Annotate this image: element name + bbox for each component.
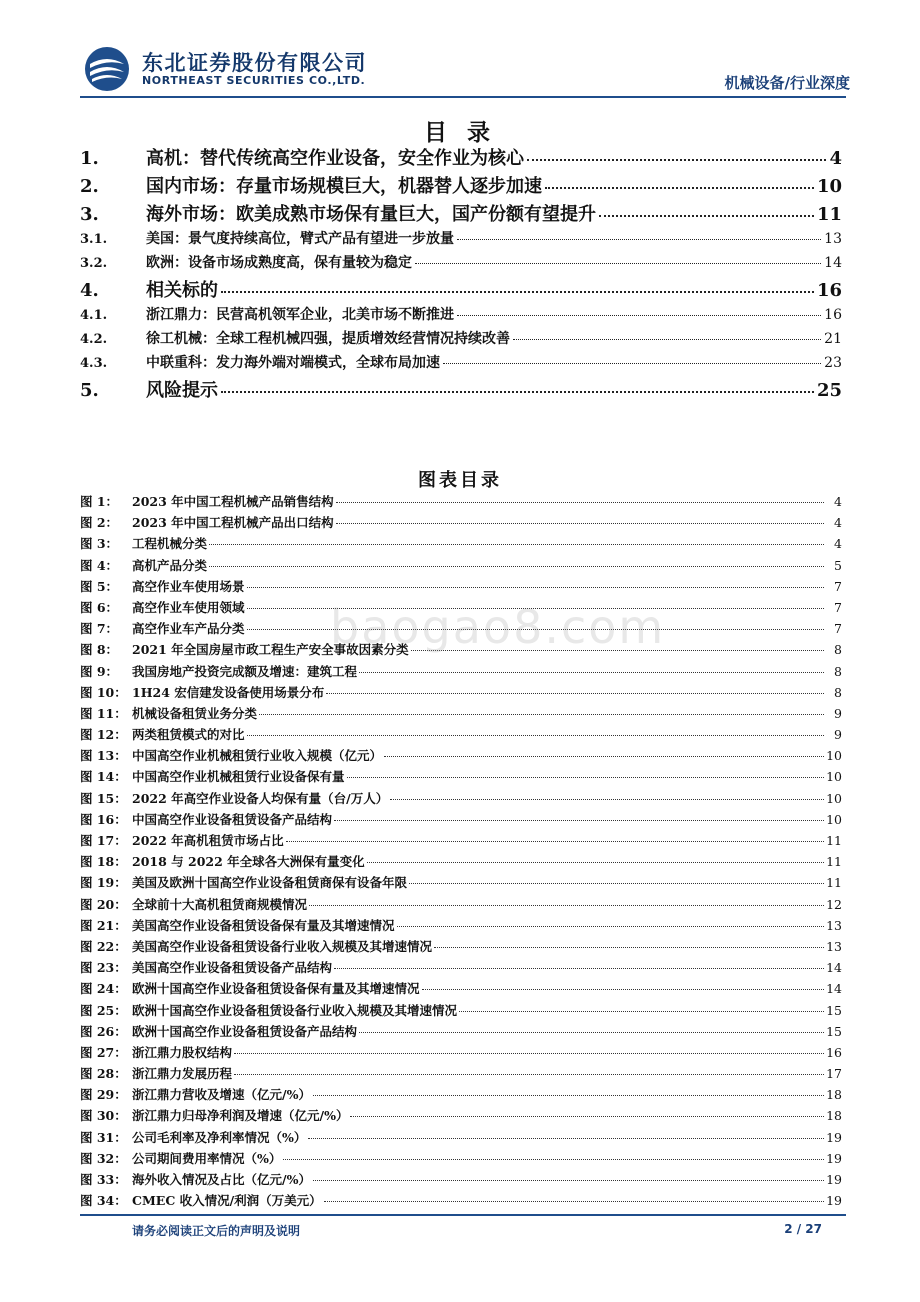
figure-entry-page: 8 <box>834 663 842 679</box>
figure-entry-text: 美国高空作业设备租赁设备保有量及其增速情况 <box>132 917 395 933</box>
figure-entry-text: 欧洲十国高空作业设备租赁设备保有量及其增速情况 <box>132 981 420 997</box>
figure-entry[interactable] <box>80 1191 842 1212</box>
table-of-contents <box>80 144 842 404</box>
figure-entry-number: 图 30： <box>80 1108 127 1124</box>
figure-entry-leader <box>209 544 824 545</box>
figure-entry[interactable] <box>80 852 842 873</box>
figure-entry[interactable] <box>80 1022 842 1043</box>
watermark: baogao8.com <box>330 600 666 654</box>
figure-entry-number: 图 31： <box>80 1129 127 1145</box>
figure-entry-page: 10 <box>826 748 842 764</box>
toc-entry[interactable] <box>80 352 842 376</box>
toc-entry[interactable] <box>80 144 842 172</box>
toc-entry-leader <box>599 215 814 217</box>
figure-entry-number: 图 19： <box>80 875 127 891</box>
figure-entry[interactable] <box>80 513 842 534</box>
figure-entry-leader <box>336 523 824 524</box>
figure-entry-text: 2021 年全国房屋市政工程生产安全事故因素分类 <box>132 642 409 658</box>
figure-entry-number: 图 29： <box>80 1087 127 1103</box>
figure-entry-text: 我国房地产投资完成额及增速：建筑工程 <box>132 663 358 679</box>
figure-entry-leader <box>308 1138 824 1139</box>
figure-entry[interactable] <box>80 979 842 1000</box>
toc-entry-number: 3.2. <box>80 256 108 271</box>
figure-entry-page: 10 <box>826 811 842 827</box>
figure-entry-page: 13 <box>826 938 842 954</box>
toc-entry-page: 10 <box>816 176 842 197</box>
figure-entry[interactable] <box>80 1128 842 1149</box>
figure-entry-text: 机械设备租赁业务分类 <box>132 705 258 721</box>
figure-entry[interactable] <box>80 937 842 958</box>
figure-entry[interactable] <box>80 662 842 683</box>
toc-entry[interactable] <box>80 252 842 276</box>
figure-entry-page: 11 <box>826 833 842 848</box>
toc-entry-text: 高机：替代传统高空作业设备，安全作业为核心 <box>146 148 524 169</box>
figure-entry[interactable] <box>80 1106 842 1127</box>
figure-entry[interactable] <box>80 789 842 810</box>
figure-entry-text: 2023 年中国工程机械产品出口结构 <box>132 515 334 531</box>
toc-title: 目 录 <box>423 119 496 146</box>
figure-entry[interactable] <box>80 831 842 852</box>
toc-entry-text: 风险提示 <box>146 380 218 401</box>
figure-entry-number: 图 4： <box>80 557 119 573</box>
figure-entry-leader <box>359 672 824 673</box>
figure-entry-text: 浙江鼎力发展历程 <box>132 1066 233 1082</box>
toc-entry-number: 2. <box>80 176 99 197</box>
figure-entry-leader <box>324 1201 824 1202</box>
figure-entry-leader <box>286 841 824 842</box>
figure-entry-text: 美国高空作业设备租赁设备行业收入规模及其增速情况 <box>132 938 433 954</box>
figure-entry-text: 美国及欧洲十国高空作业设备租赁商保有设备年限 <box>132 875 408 891</box>
figure-entry-page: 10 <box>826 790 842 806</box>
figure-entry-page: 9 <box>834 705 842 721</box>
figure-entry-page: 8 <box>834 684 842 700</box>
figure-entry[interactable] <box>80 916 842 937</box>
figure-entry-text: 全球前十大高机租赁商规模情况 <box>132 896 308 912</box>
figure-entry-leader <box>350 1116 824 1117</box>
toc-entry-number: 1. <box>80 148 99 169</box>
toc-entry[interactable] <box>80 328 842 352</box>
figure-entry-text: 浙江鼎力归母净利润及增速（亿元/%） <box>132 1108 349 1124</box>
toc-entry-leader <box>415 263 821 264</box>
figure-entry-number: 图 28： <box>80 1066 127 1082</box>
toc-entry[interactable] <box>80 200 842 228</box>
figure-entry-number: 图 2： <box>80 515 119 531</box>
figure-entry-page: 16 <box>826 1044 842 1060</box>
figure-entry-leader <box>347 777 824 778</box>
toc-entry[interactable] <box>80 276 842 304</box>
figure-entry-text: 中国高空作业设备租赁设备产品结构 <box>132 811 333 827</box>
figure-entry-page: 19 <box>826 1172 842 1187</box>
figure-entry[interactable] <box>80 683 842 704</box>
page-indicator: 2 / 27 <box>784 1222 822 1236</box>
toc-entry-text: 中联重科：发力海外端对端模式，全球布局加速 <box>146 355 440 371</box>
figure-entry-number: 图 23： <box>80 960 127 976</box>
figure-entry-leader <box>283 1159 824 1160</box>
toc-entry-leader <box>457 315 821 316</box>
figure-list-title: 图表目录 <box>418 470 502 491</box>
figure-entry-page: 9 <box>834 727 842 743</box>
figure-entry-number: 图 16： <box>80 811 127 827</box>
toc-entry-page: 4 <box>829 148 842 169</box>
figure-entry-text: 高空作业车使用场景 <box>132 578 245 594</box>
toc-entry-leader <box>545 187 814 189</box>
figure-entry-text: 中国高空作业机械租赁行业设备保有量 <box>132 769 345 785</box>
figure-entry-number: 图 8： <box>80 642 119 658</box>
figure-entry-text: 公司毛利率及净利率情况（%） <box>132 1129 307 1145</box>
figure-entry-page: 19 <box>826 1193 842 1209</box>
figure-entry[interactable] <box>80 1170 842 1191</box>
figure-entry-page: 10 <box>826 769 842 785</box>
figure-entry-text: 欧洲十国高空作业设备租赁设备产品结构 <box>132 1023 358 1039</box>
figure-entry-number: 图 20： <box>80 896 127 912</box>
company-name-cn: 东北证券股份有限公司 <box>142 51 367 75</box>
figure-entry-page: 8 <box>834 642 842 658</box>
figure-entry-leader <box>326 693 824 694</box>
figure-entry-number: 图 33： <box>80 1172 127 1187</box>
toc-entry-leader <box>457 239 821 240</box>
toc-entry-page: 13 <box>824 231 842 247</box>
figure-entry-number: 图 27： <box>80 1044 127 1060</box>
figure-entry[interactable] <box>80 746 842 767</box>
figure-entry-page: 17 <box>826 1066 842 1082</box>
figure-entry-text: 浙江鼎力营收及增速（亿元/%） <box>132 1087 311 1103</box>
toc-entry-text: 相关标的 <box>146 280 218 301</box>
company-logo-icon <box>84 46 130 92</box>
figure-entry-text: 2018 与 2022 年全球各大洲保有量变化 <box>132 854 365 870</box>
toc-entry-page: 25 <box>816 380 842 401</box>
figure-entry[interactable] <box>80 704 842 725</box>
figure-entry-number: 图 32： <box>80 1150 127 1166</box>
figure-entry-text: 高空作业车产品分类 <box>132 621 245 637</box>
figure-entry-text: 美国高空作业设备租赁设备产品结构 <box>132 960 333 976</box>
figure-entry-text: 高机产品分类 <box>132 557 208 573</box>
figure-entry[interactable] <box>80 810 842 831</box>
figure-entry-number: 图 7： <box>80 621 119 637</box>
figure-entry-number: 图 24： <box>80 981 127 997</box>
figure-entry-leader <box>234 1053 824 1054</box>
figure-entry-number: 图 26： <box>80 1023 127 1039</box>
figure-entry-leader <box>259 714 824 715</box>
figure-entry-page: 12 <box>826 896 842 912</box>
figure-entry-text: 2022 年高机租赁市场占比 <box>132 833 284 848</box>
figure-entry-number: 图 14： <box>80 769 127 785</box>
figure-entry-page: 14 <box>826 960 842 976</box>
figure-entry-number: 图 21： <box>80 917 127 933</box>
figure-entry-page: 19 <box>826 1150 842 1166</box>
figure-entry-page: 19 <box>826 1129 842 1145</box>
figure-entry[interactable] <box>80 873 842 894</box>
toc-entry[interactable] <box>80 228 842 252</box>
figure-entry-leader <box>434 947 824 948</box>
toc-entry-number: 4.2. <box>80 332 108 347</box>
figure-entry-page: 11 <box>826 854 842 870</box>
figure-entry-text: 两类租赁模式的对比 <box>132 727 245 743</box>
figure-entry-text: 公司期间费用率情况（%） <box>132 1150 282 1166</box>
figure-entry[interactable] <box>80 1149 842 1170</box>
figure-entry-leader <box>313 1180 824 1181</box>
figure-entry-text: 2023 年中国工程机械产品销售结构 <box>132 494 334 509</box>
figure-entry-number: 图 12： <box>80 727 127 743</box>
page-header <box>0 0 920 100</box>
figure-entry-leader <box>459 1011 824 1012</box>
toc-entry-number: 4. <box>80 280 99 301</box>
toc-entry-text: 浙江鼎力：民营高机领军企业，北美市场不断推进 <box>146 307 454 323</box>
figure-entry-page: 4 <box>834 515 842 531</box>
figure-entry[interactable] <box>80 556 842 577</box>
toc-entry[interactable] <box>80 172 842 200</box>
figure-entry[interactable] <box>80 534 842 555</box>
figure-entry-page: 7 <box>834 599 842 615</box>
figure-entry-number: 图 11： <box>80 705 127 721</box>
figure-entry-leader <box>367 862 824 863</box>
figure-entry[interactable] <box>80 1064 842 1085</box>
figure-entry[interactable] <box>80 725 842 746</box>
figure-entry[interactable] <box>80 1001 842 1022</box>
toc-entry-page: 16 <box>824 307 842 323</box>
figure-entry[interactable] <box>80 895 842 916</box>
figure-entry-page: 13 <box>826 917 842 933</box>
figure-entry-number: 图 1： <box>80 494 119 509</box>
figure-entry-leader <box>334 820 824 821</box>
toc-entry-text: 国内市场：存量市场规模巨大，机器替人逐步加速 <box>146 176 542 197</box>
figure-entry[interactable] <box>80 1085 842 1106</box>
toc-entry-text: 欧洲：设备市场成熟度高，保有量较为稳定 <box>146 255 412 271</box>
figure-entry-text: 中国高空作业机械租赁行业收入规模（亿元） <box>132 748 383 764</box>
figure-entry-text: 2022 年高空作业设备人均保有量（台/万人） <box>132 790 389 806</box>
figure-entry-text: CMEC 收入情况/利润（万美元） <box>132 1193 322 1209</box>
figure-entry-number: 图 15： <box>80 790 127 806</box>
figure-entry-number: 图 22： <box>80 938 127 954</box>
figure-entry-text: 1H24 宏信建发设备使用场景分布 <box>132 684 325 700</box>
figure-entry-leader <box>390 799 824 800</box>
figure-entry-text: 欧洲十国高空作业设备租赁设备行业收入规模及其增速情况 <box>132 1002 458 1018</box>
figure-entry[interactable] <box>80 958 842 979</box>
figure-entry-leader <box>422 989 824 990</box>
figure-entry-number: 图 34： <box>80 1193 127 1209</box>
footer-disclaimer: 请务必阅读正文后的声明及说明 <box>132 1224 301 1238</box>
toc-entry-page: 23 <box>824 355 842 371</box>
figure-entry-leader <box>313 1095 824 1096</box>
company-name-en: NORTHEAST SECURITIES CO.,LTD. <box>142 74 366 87</box>
figure-entry-number: 图 9： <box>80 663 119 679</box>
figure-entry[interactable] <box>80 1043 842 1064</box>
figure-entry-number: 图 5： <box>80 578 119 594</box>
figure-entry-number: 图 3： <box>80 536 119 552</box>
toc-entry-leader <box>513 339 821 340</box>
toc-entry-page: 14 <box>824 255 842 271</box>
figure-entry-leader <box>247 587 824 588</box>
toc-entry-page: 11 <box>816 204 842 225</box>
toc-entry[interactable] <box>80 376 842 404</box>
toc-entry-leader <box>221 291 814 293</box>
footer-divider <box>80 1214 846 1216</box>
figure-entry-page: 15 <box>826 1023 842 1039</box>
toc-entry-number: 4.1. <box>80 308 108 323</box>
figure-entry-text: 浙江鼎力股权结构 <box>132 1044 233 1060</box>
figure-entry-page: 18 <box>826 1108 842 1124</box>
toc-entry[interactable] <box>80 304 842 328</box>
figure-entry-number: 图 10： <box>80 684 127 700</box>
figure-entry-leader <box>247 735 824 736</box>
header-divider <box>80 96 846 98</box>
figure-entry-page: 4 <box>834 536 842 552</box>
toc-entry-leader <box>527 159 826 161</box>
figure-entry[interactable] <box>80 577 842 598</box>
toc-entry-leader <box>221 391 814 393</box>
figure-entry-page: 7 <box>834 578 842 594</box>
toc-entry-page: 16 <box>816 280 842 301</box>
figure-entry-page: 15 <box>826 1002 842 1018</box>
figure-entry-number: 图 18： <box>80 854 127 870</box>
toc-entry-number: 5. <box>80 380 99 401</box>
figure-entry-leader <box>397 926 824 927</box>
figure-entry-page: 4 <box>834 494 842 509</box>
figure-entry-page: 7 <box>834 621 842 637</box>
figure-entry-leader <box>234 1074 824 1075</box>
toc-entry-text: 徐工机械：全球工程机械四强，提质增效经营情况持续改善 <box>146 331 510 347</box>
figure-entry-number: 图 17： <box>80 833 127 848</box>
figure-entry-page: 5 <box>834 557 842 573</box>
toc-entry-number: 3. <box>80 204 99 225</box>
figure-entry-number: 图 6： <box>80 599 119 615</box>
report-category: 机械设备/行业深度 <box>724 74 850 92</box>
toc-entry-text: 美国：景气度持续高位，臂式产品有望进一步放量 <box>146 231 454 247</box>
toc-entry-text: 海外市场：欧美成熟市场保有量巨大，国产份额有望提升 <box>146 204 596 225</box>
figure-entry[interactable] <box>80 492 842 513</box>
figure-entry-number: 图 13： <box>80 748 127 764</box>
toc-entry-number: 4.3. <box>80 356 108 371</box>
figure-entry-leader <box>336 502 824 503</box>
figure-entry-leader <box>409 883 824 884</box>
figure-entry-text: 海外收入情况及占比（亿元/%） <box>132 1172 311 1187</box>
figure-entry-leader <box>384 756 824 757</box>
figure-entry-page: 11 <box>826 875 842 891</box>
figure-entry-number: 图 25： <box>80 1002 127 1018</box>
figure-entry[interactable] <box>80 767 842 788</box>
figure-entry-page: 14 <box>826 981 842 997</box>
toc-entry-number: 3.1. <box>80 232 108 247</box>
figure-entry-text: 高空作业车使用领域 <box>132 599 245 615</box>
figure-entry-leader <box>209 566 824 567</box>
figure-entry-page: 18 <box>826 1087 842 1103</box>
figure-entry-leader <box>334 968 824 969</box>
toc-entry-leader <box>443 363 821 364</box>
figure-entry-leader <box>309 905 824 906</box>
figure-entry-leader <box>359 1032 824 1033</box>
toc-entry-page: 21 <box>824 331 842 347</box>
figure-entry-text: 工程机械分类 <box>132 536 208 552</box>
